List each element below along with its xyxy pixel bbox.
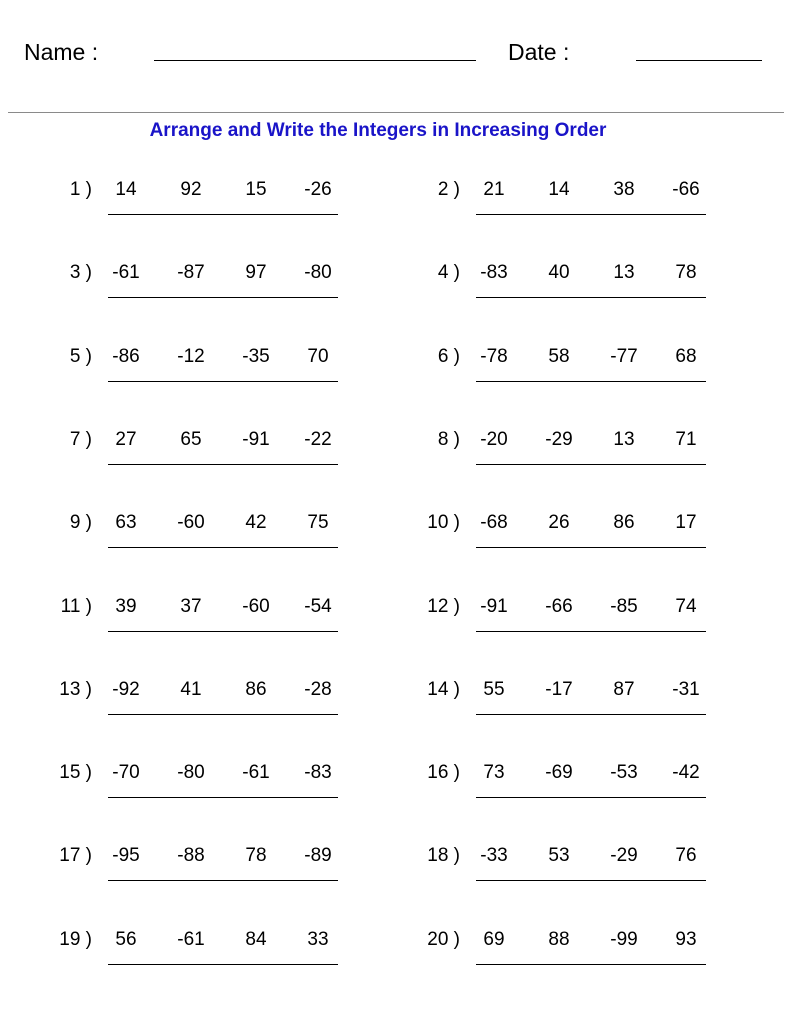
problem-number: 4 ) bbox=[437, 262, 460, 284]
integer-value: 42 bbox=[245, 512, 267, 534]
problem-5 bbox=[0, 345, 329, 405]
integer-value: -87 bbox=[177, 262, 205, 284]
answer-line[interactable] bbox=[108, 297, 338, 298]
integer-value: 93 bbox=[675, 928, 697, 950]
answer-line[interactable] bbox=[476, 880, 706, 881]
answer-line[interactable] bbox=[108, 797, 338, 798]
integer-value: 13 bbox=[613, 428, 635, 450]
answer-line[interactable] bbox=[108, 880, 338, 881]
integer-value: 84 bbox=[245, 928, 267, 950]
problem-number: 5 ) bbox=[69, 345, 92, 367]
integer-value: -86 bbox=[112, 345, 140, 367]
problem-number: 11 ) bbox=[60, 595, 92, 617]
integer-value: 78 bbox=[245, 845, 267, 867]
integer-value: 76 bbox=[675, 845, 697, 867]
integer-value: -31 bbox=[672, 678, 700, 700]
name-field[interactable] bbox=[154, 60, 476, 61]
integer-value: 27 bbox=[115, 428, 137, 450]
integer-value: 78 bbox=[675, 262, 697, 284]
integer-value: 14 bbox=[548, 179, 570, 200]
integer-value: 41 bbox=[180, 678, 202, 700]
problem-17 bbox=[0, 844, 332, 904]
integer-value: -60 bbox=[177, 512, 205, 534]
integer-value: 70 bbox=[307, 345, 329, 367]
problem-number: 14 ) bbox=[427, 678, 460, 700]
integer-value: -17 bbox=[545, 678, 573, 700]
problem-15 bbox=[0, 761, 332, 821]
problem-12 bbox=[368, 595, 697, 655]
problem-number: 13 ) bbox=[59, 678, 92, 700]
integer-value: 68 bbox=[675, 345, 697, 367]
problem-13 bbox=[0, 678, 332, 738]
problem-14 bbox=[368, 678, 700, 738]
integer-value: 58 bbox=[548, 345, 570, 367]
problem-8 bbox=[368, 428, 697, 488]
integer-value: 74 bbox=[675, 595, 697, 617]
problem-20 bbox=[368, 928, 697, 988]
problem-number: 6 ) bbox=[437, 345, 460, 367]
name-label: Name : bbox=[24, 39, 99, 65]
integer-value: 75 bbox=[307, 512, 329, 534]
integer-value: 71 bbox=[675, 428, 697, 450]
integer-value: -26 bbox=[304, 179, 332, 200]
integer-value: 92 bbox=[180, 179, 202, 200]
problem-9 bbox=[0, 511, 329, 571]
answer-line[interactable] bbox=[108, 964, 338, 965]
integer-value: -89 bbox=[304, 845, 332, 867]
problem-18 bbox=[368, 844, 697, 904]
integer-value: -61 bbox=[242, 762, 270, 784]
integer-value: 86 bbox=[613, 512, 635, 534]
integer-value: -85 bbox=[610, 595, 638, 617]
integer-value: -92 bbox=[112, 678, 140, 700]
problem-6 bbox=[368, 345, 697, 405]
integer-value: 86 bbox=[245, 678, 267, 700]
answer-line[interactable] bbox=[476, 381, 706, 382]
integer-value: 21 bbox=[483, 179, 505, 200]
integer-value: -12 bbox=[177, 345, 205, 367]
integer-value: -78 bbox=[480, 345, 508, 367]
answer-line[interactable] bbox=[108, 714, 338, 715]
integer-value: -29 bbox=[545, 428, 573, 450]
integer-value: 17 bbox=[675, 512, 697, 534]
integer-value: -99 bbox=[610, 928, 638, 950]
integer-value: 87 bbox=[613, 678, 635, 700]
date-field[interactable] bbox=[636, 60, 762, 61]
problem-number: 7 ) bbox=[69, 428, 92, 450]
integer-value: 88 bbox=[548, 928, 570, 950]
header-divider bbox=[8, 112, 784, 113]
integer-value: -54 bbox=[304, 595, 332, 617]
answer-line[interactable] bbox=[476, 547, 706, 548]
integer-value: 13 bbox=[613, 262, 635, 284]
integer-value: -60 bbox=[242, 595, 270, 617]
integer-value: 40 bbox=[548, 262, 570, 284]
answer-line[interactable] bbox=[476, 714, 706, 715]
integer-value: 63 bbox=[115, 512, 137, 534]
integer-value: 39 bbox=[115, 595, 137, 617]
problem-16 bbox=[368, 761, 700, 821]
worksheet-title: Arrange and Write the Integers in Increasing Order bbox=[149, 120, 607, 141]
integer-value: -61 bbox=[112, 262, 140, 284]
integer-value: 65 bbox=[180, 428, 202, 450]
problem-number: 1 ) bbox=[69, 179, 92, 200]
integer-value: -28 bbox=[304, 678, 332, 700]
problem-number: 3 ) bbox=[69, 262, 92, 284]
integer-value: -33 bbox=[480, 845, 508, 867]
integer-value: -91 bbox=[480, 595, 508, 617]
problem-10 bbox=[368, 511, 697, 571]
answer-line[interactable] bbox=[476, 297, 706, 298]
integer-value: -29 bbox=[610, 845, 638, 867]
integer-value: 53 bbox=[548, 845, 570, 867]
integer-value: -66 bbox=[545, 595, 573, 617]
integer-value: 73 bbox=[483, 762, 505, 784]
integer-value: -66 bbox=[672, 179, 700, 200]
integer-value: -91 bbox=[242, 428, 270, 450]
problem-number: 20 ) bbox=[427, 928, 460, 950]
problem-7 bbox=[0, 428, 332, 488]
problem-2 bbox=[368, 178, 700, 238]
integer-value: -83 bbox=[480, 262, 508, 284]
answer-line[interactable] bbox=[108, 547, 338, 548]
date-label: Date : bbox=[508, 39, 570, 65]
integer-value: 33 bbox=[307, 928, 329, 950]
integer-value: -35 bbox=[242, 345, 270, 367]
integer-value: -80 bbox=[177, 762, 205, 784]
integer-value: 55 bbox=[483, 678, 505, 700]
problem-number: 17 ) bbox=[59, 845, 92, 867]
problem-number: 12 ) bbox=[427, 595, 460, 617]
answer-line[interactable] bbox=[108, 381, 338, 382]
problem-number: 19 ) bbox=[59, 928, 92, 950]
answer-line[interactable] bbox=[476, 797, 706, 798]
integer-value: 26 bbox=[548, 512, 570, 534]
problem-number: 8 ) bbox=[437, 428, 460, 450]
problem-number: 9 ) bbox=[69, 512, 92, 534]
integer-value: -88 bbox=[177, 845, 205, 867]
integer-value: 38 bbox=[613, 179, 635, 200]
integer-value: -22 bbox=[304, 428, 332, 450]
integer-value: 15 bbox=[245, 179, 267, 200]
problem-number: 15 ) bbox=[59, 762, 92, 784]
integer-value: -77 bbox=[610, 345, 638, 367]
integer-value: -70 bbox=[112, 762, 140, 784]
integer-value: 37 bbox=[180, 595, 202, 617]
problem-11 bbox=[0, 595, 332, 655]
integer-value: -20 bbox=[480, 428, 508, 450]
problem-1 bbox=[0, 178, 332, 238]
answer-line[interactable] bbox=[108, 464, 338, 465]
integer-value: 69 bbox=[483, 928, 505, 950]
integer-value: -53 bbox=[610, 762, 638, 784]
integer-value: 14 bbox=[115, 179, 137, 200]
problem-number: 10 ) bbox=[427, 512, 460, 534]
answer-line[interactable] bbox=[476, 631, 706, 632]
answer-line[interactable] bbox=[108, 631, 338, 632]
answer-line[interactable] bbox=[476, 464, 706, 465]
problem-4 bbox=[368, 261, 697, 321]
integer-value: -61 bbox=[177, 928, 205, 950]
problem-19 bbox=[0, 928, 329, 988]
integer-value: -68 bbox=[480, 512, 508, 534]
integer-value: -42 bbox=[672, 762, 700, 784]
integer-value: -69 bbox=[545, 762, 573, 784]
answer-line[interactable] bbox=[476, 214, 706, 215]
integer-value: -80 bbox=[304, 262, 332, 284]
problem-number: 16 ) bbox=[427, 762, 460, 784]
integer-value: 56 bbox=[115, 928, 137, 950]
integer-value: -95 bbox=[112, 845, 140, 867]
problem-number: 18 ) bbox=[427, 845, 460, 867]
problem-3 bbox=[0, 261, 332, 321]
answer-line[interactable] bbox=[476, 964, 706, 965]
integer-value: 97 bbox=[245, 262, 267, 284]
problem-number: 2 ) bbox=[437, 179, 460, 200]
integer-value: -83 bbox=[304, 762, 332, 784]
answer-line[interactable] bbox=[108, 214, 338, 215]
